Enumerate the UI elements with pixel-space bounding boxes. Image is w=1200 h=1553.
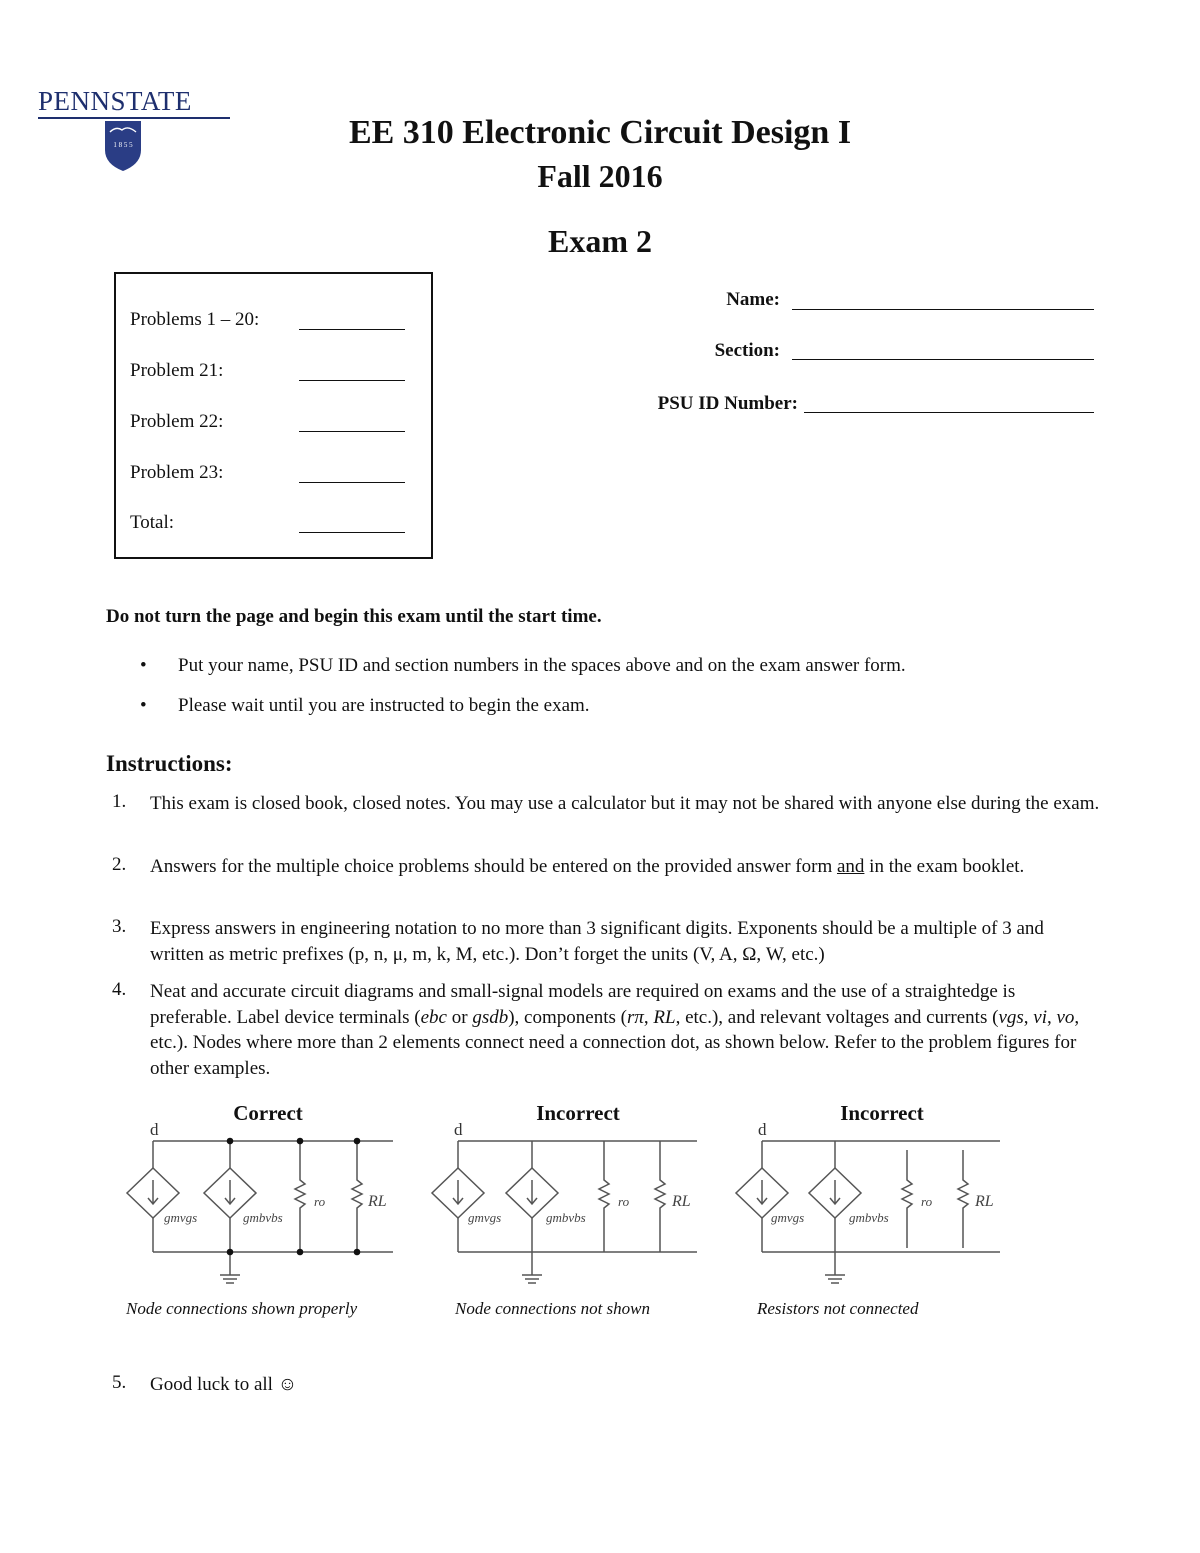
- score-label: Problem 23:: [130, 462, 224, 483]
- source-label: gmvgs: [164, 1210, 198, 1225]
- name-label: Name:: [726, 289, 780, 310]
- node-label-d: d: [454, 1120, 463, 1139]
- node-label-d: d: [758, 1120, 767, 1139]
- diagram-title-correct: Correct: [233, 1101, 303, 1125]
- start-warning: Do not turn the page and begin this exam until the start time.: [106, 606, 602, 627]
- circuit-diagrams: [0, 1110, 1200, 1300]
- source-label: gmvgs: [468, 1210, 502, 1225]
- score-blank: [299, 380, 405, 381]
- instruction-item: Express answers in engineering notation to no more than 3 significant digits. Exponents should be a multiple of 3 and written as metric prefixes (p, n, μ, m, k, M, etc.). Don’t forget the units (V, A, Ω, W, etc.): [150, 918, 1044, 965]
- bullet-dot: •: [140, 655, 147, 676]
- penn-state-wordmark: PENNSTATE: [38, 86, 192, 116]
- instruction-item: Good luck to all ☺: [150, 1374, 298, 1395]
- diagram-title-incorrect: Incorrect: [840, 1101, 924, 1125]
- instruction-item: This exam is closed book, closed notes. You may use a calculator but it may not be shared with anyone else during the exam.: [150, 793, 1100, 814]
- circuit-correct: [127, 1120, 393, 1283]
- resistor-label: RL: [975, 1193, 994, 1210]
- instruction-item: Neat and accurate circuit diagrams and small-signal models are required on exams and the use of a straightedge is preferable. Label device terminals (ebc or gsdb), components (rπ, RL, etc.), and relevant voltages and currents (vgs, vi, vo, etc.). Nodes where more than 2 elements connect need a connection dot, as shown below. Refer to the problem figures for other examples.: [150, 981, 1080, 1079]
- resistor-label: RL: [672, 1193, 691, 1210]
- name-field[interactable]: [792, 309, 1094, 310]
- section-field[interactable]: [792, 359, 1094, 360]
- resistor-label: ro: [618, 1194, 630, 1209]
- bullet-dot: •: [140, 695, 147, 716]
- item-number: 1.: [112, 791, 127, 812]
- emphasis-and: and: [836, 856, 865, 877]
- caption-no-dots: Node connections not shown: [455, 1299, 651, 1318]
- score-blank: [299, 532, 405, 533]
- node-label-d: d: [150, 1120, 159, 1139]
- course-title: EE 310 Electronic Circuit Design I: [348, 114, 852, 151]
- score-blank: [299, 431, 405, 432]
- caption-floating: Resistors not connected: [757, 1299, 919, 1318]
- instruction-item: Answers for the multiple choice problems should be entered on the provided answer form and in the exam booklet.: [150, 856, 1025, 877]
- circuit-no-dots: [432, 1120, 697, 1283]
- psu-id-field[interactable]: [804, 412, 1094, 413]
- caption-correct: Node connections shown properly: [126, 1299, 358, 1318]
- resistor-label: ro: [921, 1194, 933, 1209]
- psu-id-label: PSU ID Number:: [657, 393, 798, 414]
- term: Fall 2016: [537, 158, 663, 194]
- score-blank: [299, 329, 405, 330]
- item-number: 2.: [112, 854, 127, 875]
- item-number: 5.: [112, 1372, 127, 1393]
- source-label: gmbvbs: [849, 1210, 889, 1225]
- bullet-item: Please wait until you are instructed to begin the exam.: [178, 695, 590, 716]
- shield-year: 1 8 5 5: [113, 141, 133, 149]
- score-box: [114, 272, 433, 559]
- resistor-label: ro: [314, 1194, 326, 1209]
- source-label: gmbvbs: [546, 1210, 586, 1225]
- item-number: 4.: [112, 979, 127, 1000]
- diagram-title-incorrect: Incorrect: [536, 1101, 620, 1125]
- score-label: Problem 22:: [130, 411, 224, 432]
- item-number: 3.: [112, 916, 127, 937]
- resistor-label: RL: [368, 1193, 387, 1210]
- instructions-heading: Instructions:: [106, 751, 233, 776]
- score-label: Problem 21:: [130, 360, 224, 381]
- source-label: gmvgs: [771, 1210, 805, 1225]
- bullet-item: Put your name, PSU ID and section numbers in the spaces above and on the exam answer form.: [178, 655, 906, 676]
- section-label: Section:: [714, 340, 780, 361]
- circuit-resistors-floating: [736, 1120, 1000, 1283]
- exam-title: Exam 2: [548, 223, 652, 259]
- score-blank: [299, 482, 405, 483]
- score-label: Problems 1 – 20:: [130, 309, 260, 330]
- source-label: gmbvbs: [243, 1210, 283, 1225]
- score-label: Total:: [130, 512, 175, 533]
